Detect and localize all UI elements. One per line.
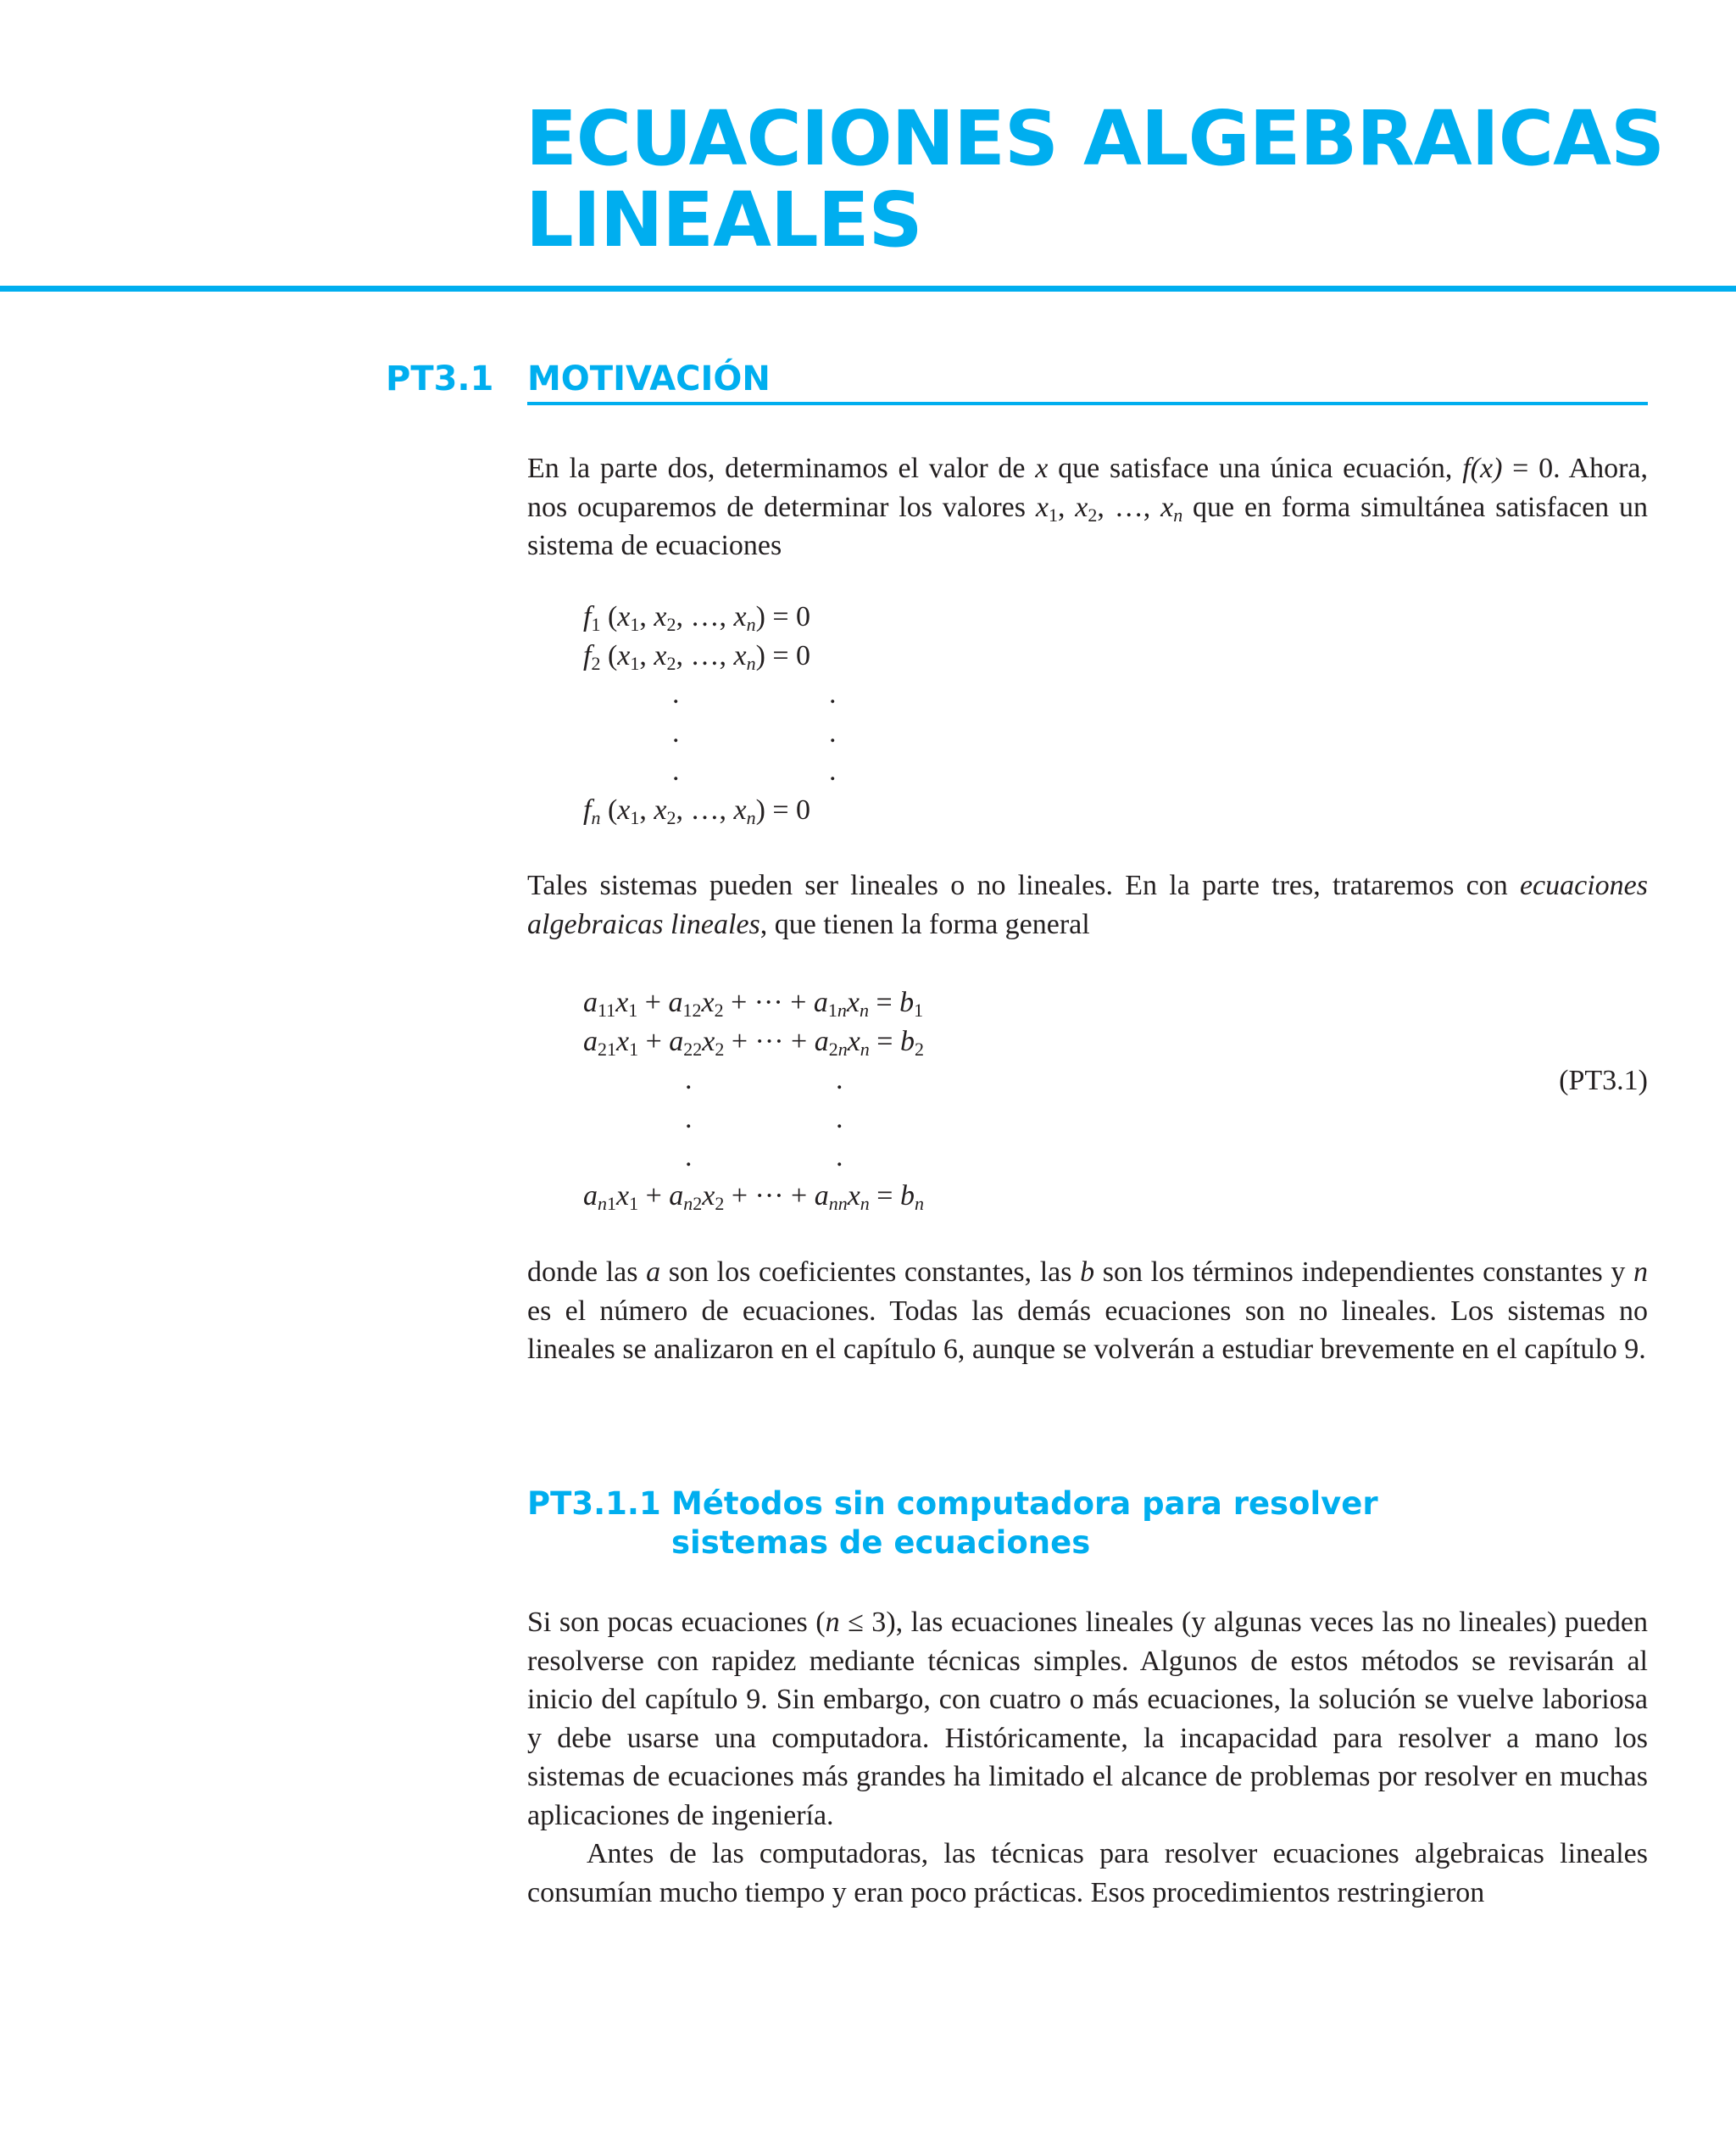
paragraph-coefficients [527, 1253, 1648, 1369]
dot: . [685, 1064, 693, 1095]
equation-fn: $f_n$ ($x_1$, $x_2$, …, $x_n) = 0$ [583, 794, 811, 828]
ellipsis-row [583, 1100, 924, 1139]
dot: . [829, 716, 837, 749]
dot: . [829, 678, 837, 710]
math-x: x [1035, 453, 1049, 484]
ellipsis-row [583, 1061, 924, 1100]
subsection-number: PT3.1.1 [527, 1485, 661, 1522]
ellipsis-row [583, 1138, 924, 1177]
ellipsis-row [583, 714, 837, 753]
equation-f1: $f_1$ ($x_1$, $x_2$, …, $x_n) = 0$ [583, 601, 811, 635]
dot: . [829, 755, 837, 787]
math-b: b [1080, 1256, 1095, 1288]
text-run: son los coeficientes constantes, las [660, 1256, 1081, 1288]
dot: . [685, 1102, 693, 1134]
dot: . [672, 716, 680, 749]
math-vars-list: $x_1$, $x_2$, …, $x_n$ [1035, 491, 1183, 526]
chapter-title-line-1: ECUACIONES ALGEBRAICAS [526, 94, 1665, 182]
paragraph-few-equations [527, 1603, 1648, 1835]
subsection-title [671, 1484, 1378, 1562]
ellipsis-row [583, 675, 837, 714]
paragraph-before-computers: Antes de las computadoras, las técnicas para resolver ecuaciones algebraicas lineales consumían mucho tiempo y eran poco prácticas. Esos procedimientos restringieron [527, 1838, 1648, 1908]
text-run: que en forma simultánea satisfacen un sistema de ecuaciones [527, 491, 1649, 561]
chapter-title-rule [0, 286, 1736, 292]
subsection-title-line-1: Métodos sin computadora para resolver [671, 1485, 1378, 1522]
dot: . [836, 1102, 843, 1134]
subsection-title-line-2: sistemas de ecuaciones [671, 1524, 1091, 1561]
equation-row-n: $a_{n1}x_1 + a_{n2}x_2$ + ··· + $a_{nn}x_n = b_n$ [583, 1179, 924, 1214]
text-run: = 0. Ahora, nos ocuparemos de determinar los valores [527, 453, 1648, 523]
dot: . [672, 755, 680, 787]
section-title: MOTIVACIÓN [527, 359, 771, 398]
text-run: son los términos independientes constantes y [1094, 1256, 1634, 1288]
text-run: , que tienen la forma general [760, 908, 1090, 940]
nonlinear-system [583, 598, 837, 829]
dot: . [685, 1141, 693, 1172]
equation-row-1: $a_{11}x_1 + a_{12}x_2$ + ··· + $a_{1n}x_n = b_1$ [583, 987, 924, 1021]
paragraph-intro [527, 449, 1648, 565]
dot: . [836, 1141, 843, 1172]
chapter-title-line-2: LINEALES [526, 175, 922, 264]
text-run: Tales sistemas pueden ser lineales o no lineales. En la parte tres, trataremos con [527, 870, 1520, 901]
text-run: que satisface una única ecuación, [1048, 453, 1463, 484]
dot: . [672, 678, 680, 710]
linear-system [583, 983, 924, 1215]
text-run: Si son pocas ecuaciones ( [527, 1607, 826, 1638]
text-run: es el número de ecuaciones. Todas las demás ecuaciones son no lineales. Los sistemas no lineales se analizaron en el capítulo 6, aunque se volverán a estudiar brevemente en el capítulo 9. [527, 1295, 1648, 1365]
math-fx: f(x) [1462, 453, 1503, 484]
equation-f2: $f_2$ ($x_1$, $x_2$, …, $x_n) = 0$ [583, 639, 811, 674]
text-run: ), las ecuaciones lineales (y algunas veces las no lineales) pueden resolverse con rapidez mediante técnicas simples. Algunos de estos métodos se revisarán al inicio del capítulo 9. Sin embargo, con cuatro o más ecuaciones, la solución se vuelve laboriosa y debe usarse una computadora. Históricamente, la incapacidad para resolver a mano los sistemas de ecuaciones más grandes ha limitado el alcance de problemas por resolver en muchas aplicaciones de ingeniería. [527, 1607, 1648, 1831]
section-rule [527, 402, 1648, 405]
math-n-le-3: n ≤ 3 [825, 1607, 887, 1638]
math-a: a [646, 1256, 661, 1288]
equation-row-2: $a_{21}x_1 + a_{22}x_2$ + ··· + $a_{2n}x_n = b_2$ [583, 1025, 924, 1060]
math-n: n [1633, 1256, 1649, 1288]
paragraph-linear-intro [527, 866, 1648, 944]
section-number: PT3.1 [386, 359, 494, 398]
text-run: donde las [527, 1256, 647, 1288]
text-run: En la parte dos, determinamos el valor de [527, 453, 1036, 484]
dot: . [836, 1064, 843, 1095]
ellipsis-row [583, 752, 837, 791]
equation-number: (PT3.1) [1559, 1065, 1648, 1096]
term-linear-equations: ecuaciones algebraicas lineales [527, 870, 1648, 940]
chapter-title [526, 94, 1665, 264]
